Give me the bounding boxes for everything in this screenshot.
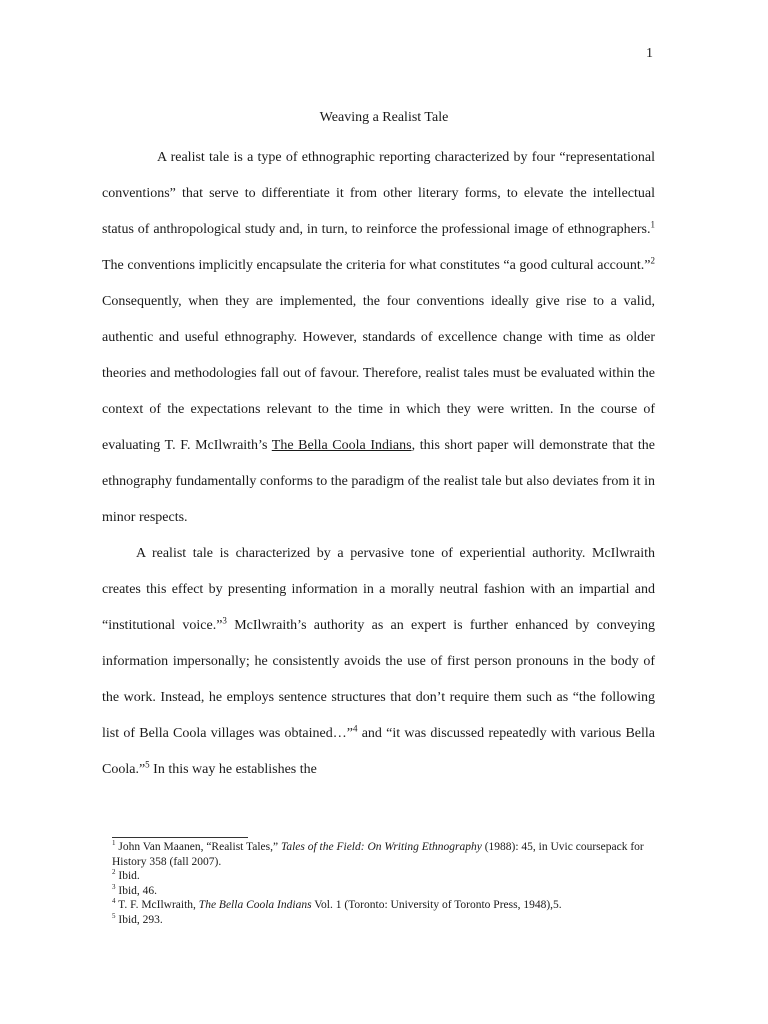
paragraph-text: In this way he establishes the (149, 762, 317, 777)
document-body (102, 140, 655, 788)
paragraph-1 (102, 140, 655, 536)
footnote-text: T. F. McIlwraith, (115, 899, 199, 911)
paragraph-text: A realist tale is a type of ethnographic reporting characterized by four “representational conventions” that serve to differentiate it from other literary forms, to elevate the intellectual status of anthropological study and, in turn, to reinforce the professional image of ethnographers. (102, 150, 655, 237)
footnote-number: 5 (112, 911, 116, 920)
book-title: The Bella Coola Indians (271, 438, 412, 453)
paragraph-text: Consequently, when they are implemented, the four conventions ideally give rise to a valid, authentic and useful ethnography. However, standards of excellence change with time as older theories and methodologies fall out of favour. Therefore, realist tales must be evaluated within the context of the expectations relevant to the time in which they were written. In the course of evaluating T. F. McIlwraith’s (102, 294, 655, 453)
footnote-1 (112, 840, 652, 869)
footnote-5 (112, 913, 652, 928)
footnote-text: Vol. 1 (Toronto: University of Toronto Press, 1948),5. (311, 899, 562, 911)
footnote-text: Ibid, 293. (115, 913, 163, 926)
footnote-text: Ibid. (115, 870, 140, 882)
footnote-text: John Van Maanen, “Realist Tales,” (115, 841, 281, 853)
footnote-number: 1 (112, 839, 116, 848)
footnote-work-title: Tales of the Field: On Writing Ethnography (280, 841, 482, 853)
footnote-number: 3 (112, 882, 116, 891)
footnote-3 (112, 884, 652, 899)
footnote-4 (112, 898, 652, 913)
footnote-ref-2: 2 (650, 255, 655, 266)
page-number: 1 (646, 46, 653, 61)
footnotes (112, 840, 652, 927)
footnote-ref-4: 4 (352, 723, 358, 734)
footnote-text: (1988): 45, in Uvic coursepack for History 358 (fall 2007). (112, 841, 644, 868)
paragraph-text: A realist tale is characterized by a pervasive tone of experiential authority. McIlwraith creates this effect by presenting information in a morally neutral fashion with an impartial and “institutional voice.” (102, 546, 655, 633)
document-title: Weaving a Realist Tale (319, 110, 449, 125)
footnote-number: 4 (112, 897, 116, 906)
footnote-number: 2 (112, 868, 116, 877)
footnote-ref-1: 1 (650, 219, 655, 230)
paragraph-2 (102, 536, 655, 788)
footnote-ref-3: 3 (222, 615, 227, 626)
footnote-work-title: The Bella Coola Indians (198, 899, 312, 911)
paragraph-text: McIlwraith’s authority as an expert is further enhanced by conveying information impersonally; he consistently avoids the use of first person pronouns in the body of the work. Instead, he employs sentence structures that don’t require them such as “the following list of Bella Coola villages was obtained…” (102, 618, 655, 741)
footnote-2 (112, 869, 652, 884)
paragraph-text: The conventions implicitly encapsulate the criteria for what constitutes “a good cultural account.” (102, 258, 651, 273)
paragraph-text: and “it was discussed repeatedly with various Bella Coola.” (102, 726, 655, 777)
footnote-text: Ibid, 46. (115, 884, 158, 897)
footnote-ref-5: 5 (145, 759, 150, 770)
paragraph-text: , this short paper will demonstrate that the ethnography fundamentally conforms to the paradigm of the realist tale but also deviates from it in minor respects. (102, 438, 655, 525)
footnote-separator (112, 837, 248, 838)
